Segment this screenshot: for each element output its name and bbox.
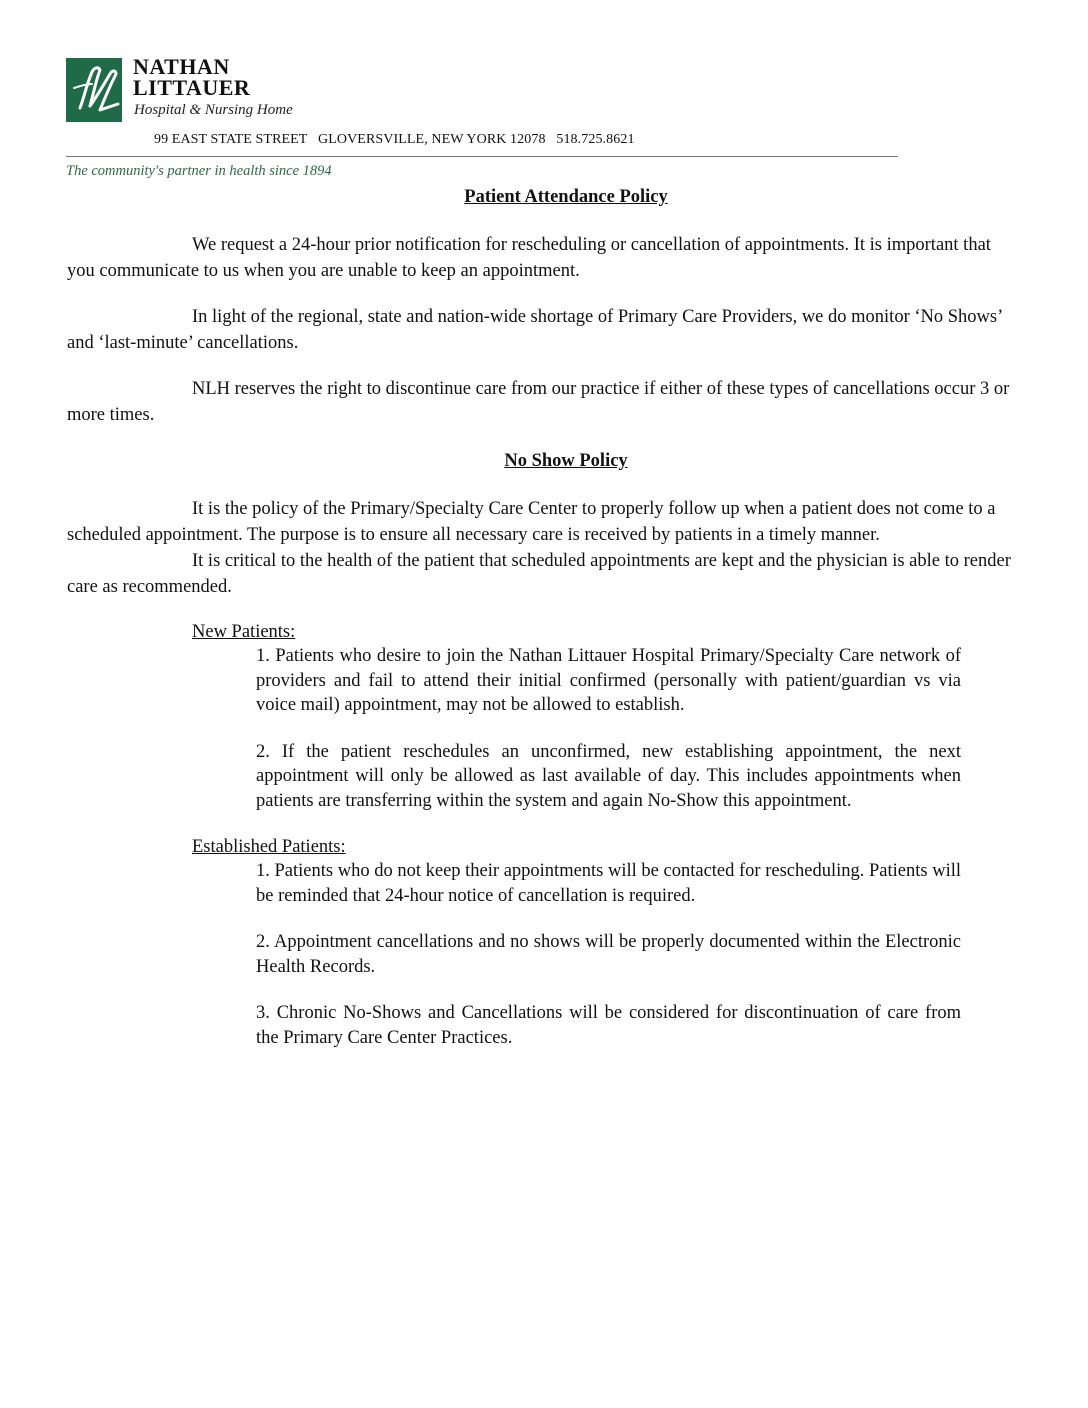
attendance-paragraph-1: We request a 24-hour prior notification for rescheduling or cancellation of appointments. It is important that you communicate to us when you are unable to keep an appointment. xyxy=(67,235,991,281)
established-patients-label: Established Patients: xyxy=(192,837,346,857)
document-body xyxy=(67,184,1023,1050)
list-item: 3. Chronic No-Shows and Cancellations will be considered for discontinuation of care from the Primary Care Center Practices. xyxy=(256,1003,961,1048)
attendance-paragraph-2: In light of the regional, state and nation-wide shortage of Primary Care Providers, we do monitor ‘No Shows’ and ‘last-minute’ cancellations. xyxy=(67,307,1002,353)
letterhead-divider xyxy=(66,156,898,157)
list-item: 2. Appointment cancellations and no shows will be properly documented within the Electronic Health Records. xyxy=(256,932,961,977)
list-item: 2. If the patient reschedules an unconfirmed, new establishing appointment, the next appointment will only be allowed as last available of day. This includes appointments when patients are transferring within the system and again No-Show this appointment. xyxy=(256,741,961,811)
list-item: 1. Patients who do not keep their appointments will be contacted for rescheduling. Patients will be reminded that 24-hour notice of cancellation is required. xyxy=(256,861,961,906)
established-patients-list xyxy=(256,859,961,1050)
hospital-name-line1: NATHAN xyxy=(133,54,230,79)
attendance-paragraph-3: NLH reserves the right to discontinue care from our practice if either of these types of cancellations occur 3 or more times. xyxy=(67,379,1010,425)
hospital-address: 99 EAST STATE STREET GLOVERSVILLE, NEW YORK 12078 518.725.8621 xyxy=(154,132,635,147)
attendance-policy-title: Patient Attendance Policy xyxy=(464,187,668,207)
hospital-name-line2: LITTAUER xyxy=(133,75,251,100)
new-patients-list xyxy=(256,644,961,813)
list-item: 1. Patients who desire to join the Nathan Littauer Hospital Primary/Specialty Care network of providers and fail to attend their initial confirmed (personally with patient/guardian vs via voice mail) appointment, may not be allowed to establish. xyxy=(256,646,961,715)
no-show-paragraph-2: It is critical to the health of the patient that scheduled appointments are kept and the physician is able to render care as recommended. xyxy=(67,551,1011,597)
new-patients-label: New Patients: xyxy=(192,622,296,642)
hospital-logo-icon xyxy=(66,58,122,122)
hospital-name xyxy=(133,56,250,98)
no-show-paragraph-1: It is the policy of the Primary/Specialty Care Center to properly follow up when a patient does not come to a scheduled appointment. The purpose is to ensure all necessary care is received by patients in a timely manner. xyxy=(67,499,996,545)
hospital-subtitle: Hospital & Nursing Home xyxy=(134,102,293,118)
no-show-policy-title: No Show Policy xyxy=(504,451,628,471)
hospital-tagline: The community's partner in health since 1894 xyxy=(66,163,332,179)
